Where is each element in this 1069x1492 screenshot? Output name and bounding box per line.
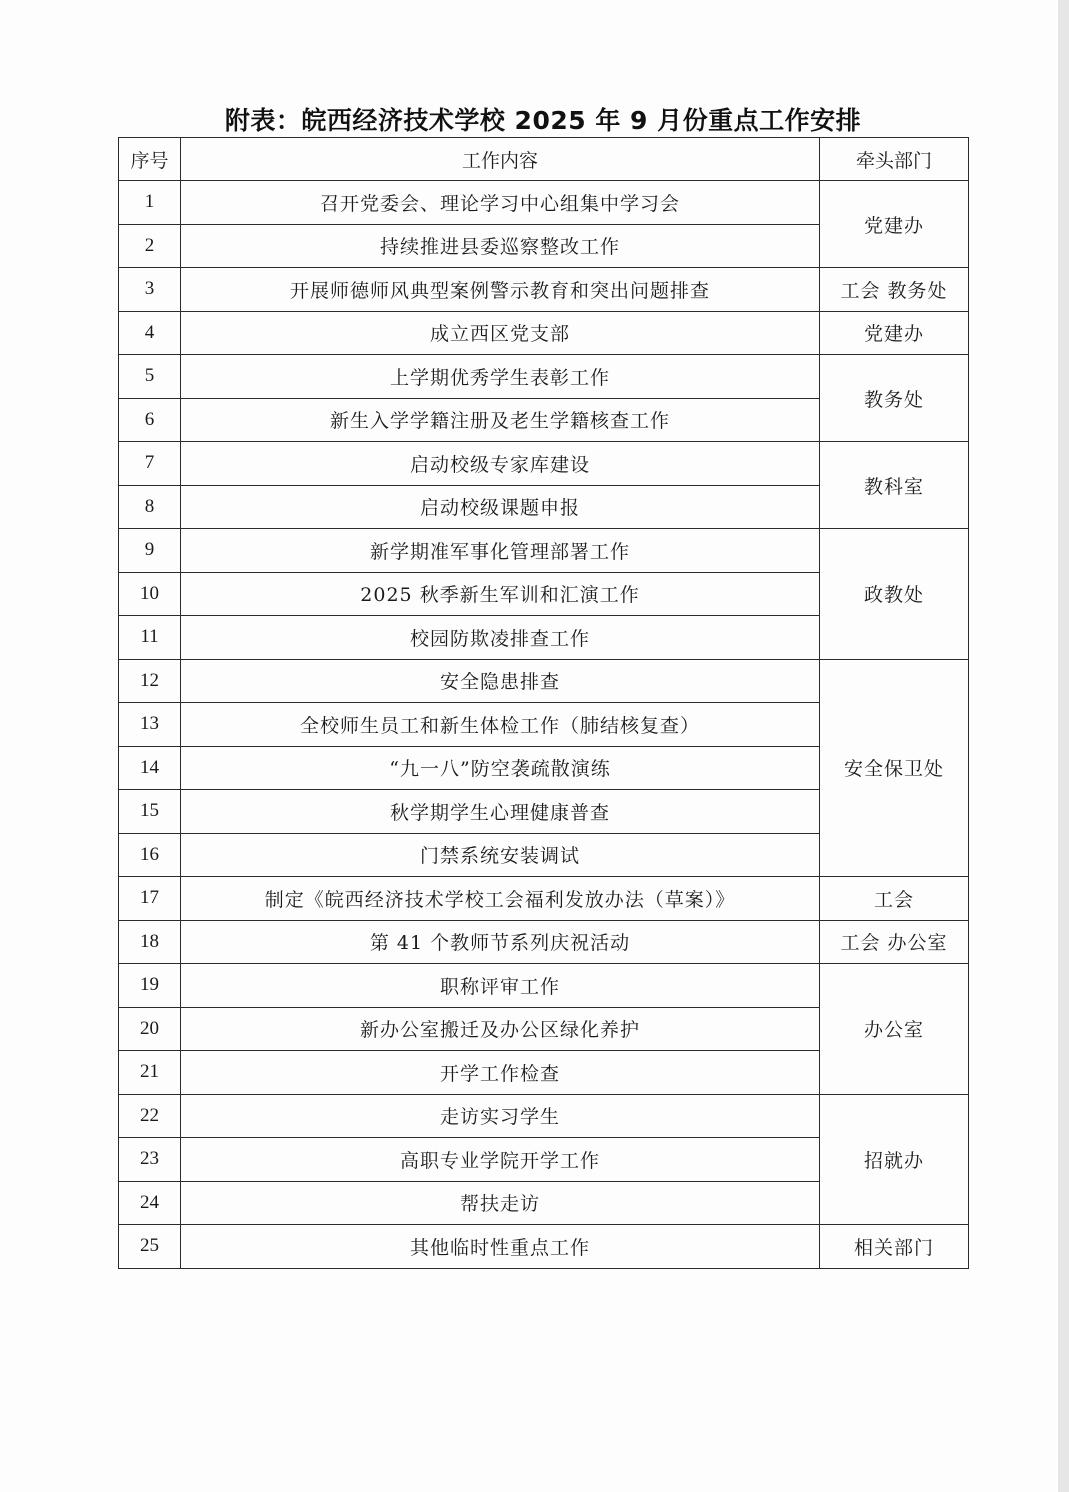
table-row — [119, 529, 969, 573]
work-content-cell: 2025 秋季新生军训和汇演工作 — [181, 572, 820, 616]
row-number: 2 — [119, 224, 181, 268]
work-content-cell: “九一八”防空袭疏散演练 — [181, 746, 820, 790]
row-number: 22 — [119, 1094, 181, 1138]
work-content-cell: 启动校级专家库建设 — [181, 442, 820, 486]
row-number: 10 — [119, 572, 181, 616]
row-number: 21 — [119, 1051, 181, 1095]
table-row — [119, 877, 969, 921]
row-number: 9 — [119, 529, 181, 573]
work-content-cell: 召开党委会、理论学习中心组集中学习会 — [181, 181, 820, 225]
work-content-cell: 走访实习学生 — [181, 1094, 820, 1138]
row-number: 6 — [119, 398, 181, 442]
row-number: 19 — [119, 964, 181, 1008]
work-content-cell: 其他临时性重点工作 — [181, 1225, 820, 1269]
lead-department-cell: 教务处 — [820, 355, 969, 442]
work-schedule-table — [118, 137, 969, 1269]
work-content-cell: 高职专业学院开学工作 — [181, 1138, 820, 1182]
work-content-cell: 全校师生员工和新生体检工作（肺结核复查） — [181, 703, 820, 747]
header-content: 工作内容 — [181, 138, 820, 181]
work-content-cell: 成立西区党支部 — [181, 311, 820, 355]
table-row — [119, 920, 969, 964]
work-content-cell: 第 41 个教师节系列庆祝活动 — [181, 920, 820, 964]
work-content-cell: 校园防欺凌排查工作 — [181, 616, 820, 660]
work-content-cell: 安全隐患排查 — [181, 659, 820, 703]
table-row — [119, 181, 969, 225]
row-number: 20 — [119, 1007, 181, 1051]
table-body — [119, 181, 969, 1269]
row-number: 18 — [119, 920, 181, 964]
work-content-cell: 新学期准军事化管理部署工作 — [181, 529, 820, 573]
row-number: 23 — [119, 1138, 181, 1182]
lead-department-cell: 党建办 — [820, 181, 969, 268]
row-number: 24 — [119, 1181, 181, 1225]
table-row — [119, 1094, 969, 1138]
row-number: 15 — [119, 790, 181, 834]
lead-department-cell: 政教处 — [820, 529, 969, 660]
document-title: 附表：皖西经济技术学校 2025 年 9 月份重点工作安排 — [224, 106, 862, 135]
lead-department-cell: 教科室 — [820, 442, 969, 529]
row-number: 3 — [119, 268, 181, 312]
row-number: 12 — [119, 659, 181, 703]
row-number: 7 — [119, 442, 181, 486]
row-number: 25 — [119, 1225, 181, 1269]
work-content-cell: 职称评审工作 — [181, 964, 820, 1008]
row-number: 16 — [119, 833, 181, 877]
lead-department-cell: 相关部门 — [820, 1225, 969, 1269]
work-content-cell: 持续推进县委巡察整改工作 — [181, 224, 820, 268]
lead-department-cell: 安全保卫处 — [820, 659, 969, 877]
table-row — [119, 964, 969, 1008]
work-content-cell: 秋学期学生心理健康普查 — [181, 790, 820, 834]
work-content-cell: 新办公室搬迁及办公区绿化养护 — [181, 1007, 820, 1051]
work-content-cell: 上学期优秀学生表彰工作 — [181, 355, 820, 399]
work-content-cell: 新生入学学籍注册及老生学籍核查工作 — [181, 398, 820, 442]
lead-department-cell: 党建办 — [820, 311, 969, 355]
lead-department-cell: 工会 办公室 — [820, 920, 969, 964]
lead-department-cell: 招就办 — [820, 1094, 969, 1225]
table-header-row — [119, 138, 969, 181]
lead-department-cell: 工会 教务处 — [820, 268, 969, 312]
header-department: 牵头部门 — [820, 138, 969, 181]
table-row — [119, 659, 969, 703]
work-content-cell: 启动校级课题申报 — [181, 485, 820, 529]
row-number: 4 — [119, 311, 181, 355]
header-number: 序号 — [119, 138, 181, 181]
row-number: 14 — [119, 746, 181, 790]
work-content-cell: 制定《皖西经济技术学校工会福利发放办法（草案）》 — [181, 877, 820, 921]
row-number: 11 — [119, 616, 181, 660]
table-row — [119, 442, 969, 486]
row-number: 13 — [119, 703, 181, 747]
work-content-cell: 开学工作检查 — [181, 1051, 820, 1095]
table-row — [119, 268, 969, 312]
row-number: 5 — [119, 355, 181, 399]
table-row — [119, 1225, 969, 1269]
table-row — [119, 311, 969, 355]
work-content-cell: 帮扶走访 — [181, 1181, 820, 1225]
work-content-cell: 开展师德师风典型案例警示教育和突出问题排查 — [181, 268, 820, 312]
lead-department-cell: 办公室 — [820, 964, 969, 1095]
row-number: 1 — [119, 181, 181, 225]
work-content-cell: 门禁系统安装调试 — [181, 833, 820, 877]
lead-department-cell: 工会 — [820, 877, 969, 921]
table-row — [119, 355, 969, 399]
row-number: 8 — [119, 485, 181, 529]
row-number: 17 — [119, 877, 181, 921]
page-edge-shadow — [1058, 0, 1069, 1492]
